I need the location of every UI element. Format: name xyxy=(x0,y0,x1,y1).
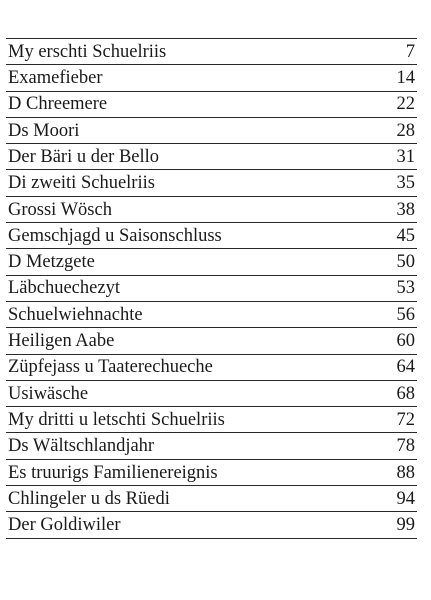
toc-entry-title: Der Bäri u der Bello xyxy=(8,146,160,167)
toc-entry-page: 38 xyxy=(396,199,415,220)
toc-entry-title: Examefieber xyxy=(8,68,103,89)
toc-entry-page: 68 xyxy=(396,383,415,404)
toc-entry-page: 35 xyxy=(396,173,415,194)
toc-entry-page: 50 xyxy=(396,252,415,273)
toc-entry xyxy=(6,92,417,118)
toc-entry xyxy=(6,433,417,459)
toc-entry-title: My erschti Schuelriis xyxy=(8,41,167,62)
toc-entry-page: 56 xyxy=(396,304,415,325)
toc-entry xyxy=(6,302,417,328)
toc-entry xyxy=(6,197,417,223)
toc-entry xyxy=(6,39,417,65)
toc-entry-title: Heiligen Aabe xyxy=(8,331,115,352)
toc-entry-title: Schuelwiehnachte xyxy=(8,304,143,325)
toc-entry-page: 72 xyxy=(396,409,415,430)
toc-entry xyxy=(6,249,417,275)
toc-entry xyxy=(6,486,417,512)
toc-entry-page: 22 xyxy=(396,94,415,115)
toc-entry-page: 94 xyxy=(396,488,415,509)
toc-entry-title: D Chreemere xyxy=(8,94,108,115)
toc-entry-page: 45 xyxy=(396,225,415,246)
toc-entry-page: 28 xyxy=(396,120,415,141)
toc-entry xyxy=(6,460,417,486)
toc-entry-page: 53 xyxy=(396,278,415,299)
toc-entry-title: Ds Moori xyxy=(8,120,80,141)
toc-entry xyxy=(6,407,417,433)
toc-entry-page: 88 xyxy=(396,462,415,483)
toc-entry-page: 78 xyxy=(396,436,415,457)
toc-entry-page: 99 xyxy=(396,515,415,536)
toc-entry xyxy=(6,512,417,538)
toc-entry-page: 64 xyxy=(396,357,415,378)
toc-entry xyxy=(6,65,417,91)
toc-entry xyxy=(6,381,417,407)
toc-entry-page: 7 xyxy=(405,41,415,62)
toc-entry-title: My dritti u letschti Schuelriis xyxy=(8,409,225,430)
toc-entry xyxy=(6,118,417,144)
toc-entry xyxy=(6,276,417,302)
toc-entry-title: Der Goldiwiler xyxy=(8,515,121,536)
toc-entry-title: Läbchuechezyt xyxy=(8,278,120,299)
toc-entry-title: Züpfejass u Taaterechueche xyxy=(8,357,213,378)
toc-entry-title: Grossi Wösch xyxy=(8,199,112,220)
toc-entry-title: Es truurigs Familienereignis xyxy=(8,462,218,483)
table-of-contents xyxy=(6,38,417,539)
toc-entry xyxy=(6,355,417,381)
toc-entry xyxy=(6,328,417,354)
toc-entry-page: 60 xyxy=(396,331,415,352)
toc-entry xyxy=(6,170,417,196)
toc-entry-title: Ds Wältschlandjahr xyxy=(8,436,155,457)
toc-entry xyxy=(6,144,417,170)
toc-entry-title: D Metzgete xyxy=(8,252,95,273)
toc-entry-title: Di zweiti Schuelriis xyxy=(8,173,155,194)
toc-entry xyxy=(6,223,417,249)
toc-entry-page: 14 xyxy=(396,68,415,89)
toc-entry-title: Usiwäsche xyxy=(8,383,89,404)
toc-entry-title: Chlingeler u ds Rüedi xyxy=(8,488,170,509)
toc-entry-page: 31 xyxy=(396,146,415,167)
toc-entry-title: Gemschjagd u Saisonschluss xyxy=(8,225,222,246)
